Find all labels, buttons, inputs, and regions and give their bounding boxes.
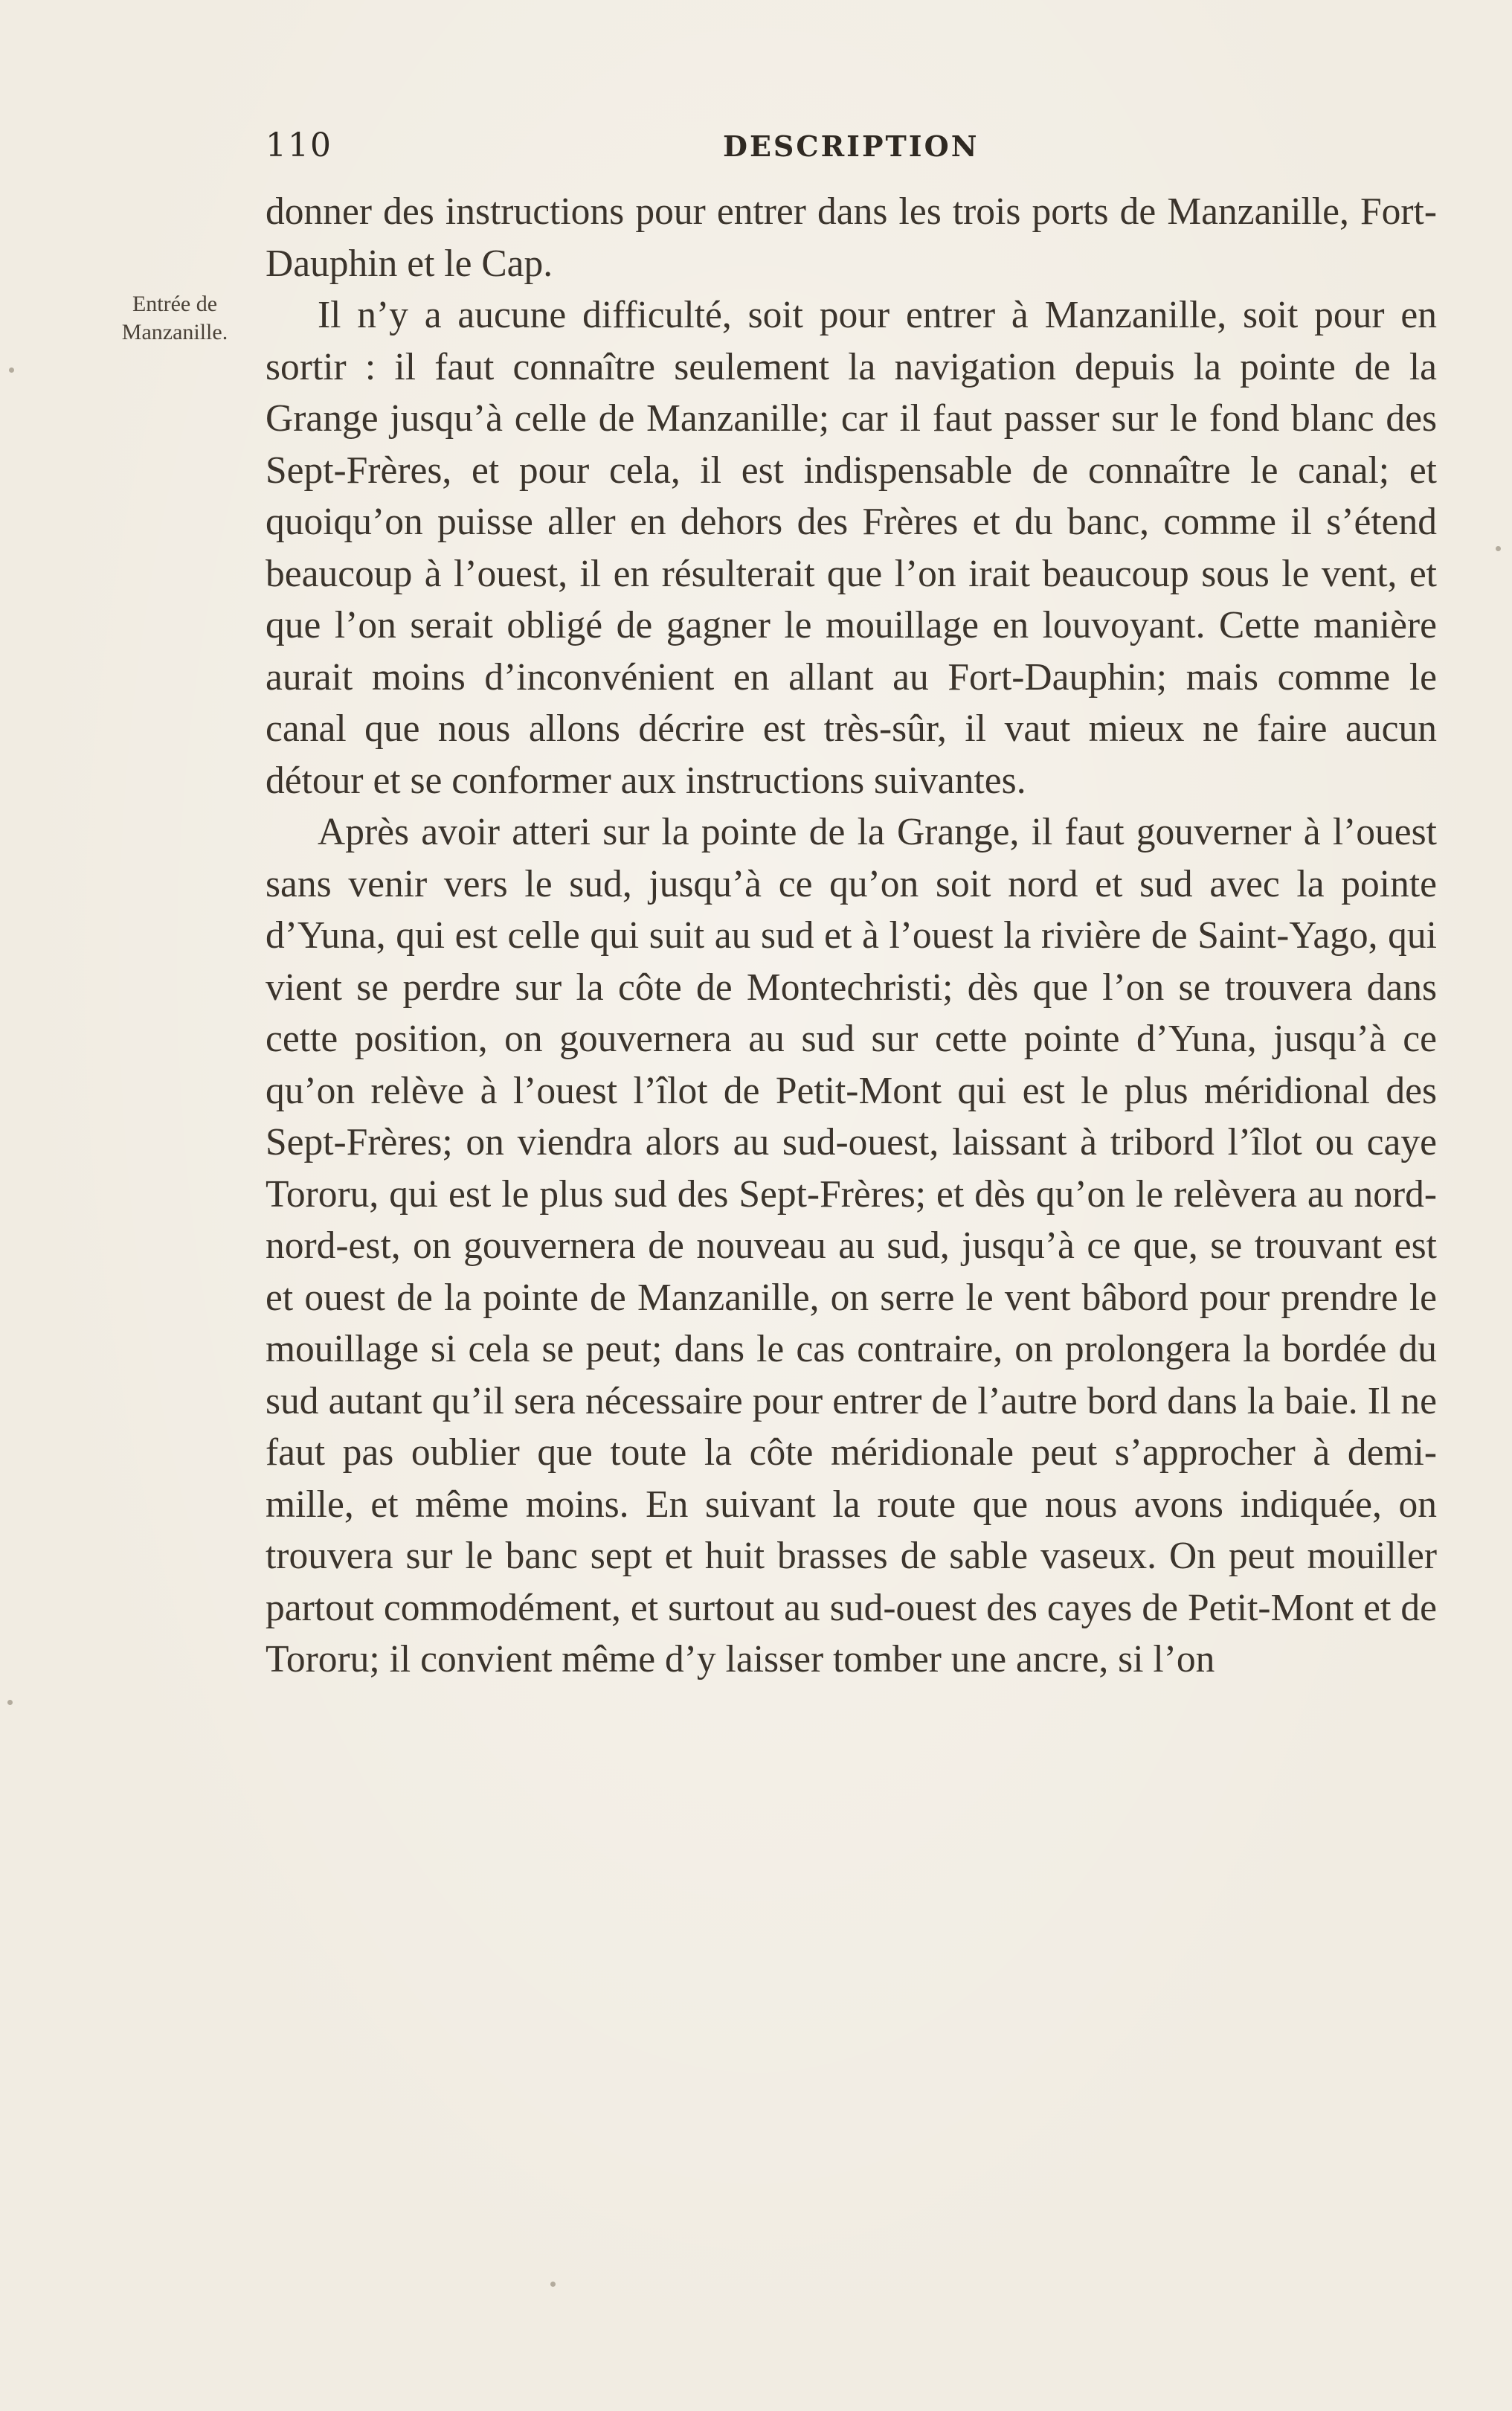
body-text	[266, 186, 1437, 1686]
paper-speck	[1496, 546, 1501, 551]
running-head: DESCRIPTION	[723, 129, 979, 163]
page-number: 110	[266, 126, 332, 164]
paragraph: donner des instructions pour entrer dans les trois ports de Manzanille, Fort-Dauphin et le Cap.	[266, 190, 1437, 285]
paper-speck	[9, 367, 14, 373]
margin-note-line: Manzanille.	[121, 320, 228, 344]
margin-note	[89, 290, 260, 347]
margin-note-line: Entrée de	[132, 292, 218, 316]
paragraph: Après avoir atteri sur la pointe de la Grange, il faut gouverner à l’ouest sans venir vers le sud, jusqu’à ce qu’on soit nord et sud avec la pointe d’Yuna, qui est celle qui suit au sud et à l’ouest la rivière de Saint-Yago, qui vient se perdre sur la côte de Montechristi; dès que l’on se trouvera dans cette position, on gouvernera au sud sur cette pointe d’Yuna, jusqu’à ce qu’on relève à l’ouest l’îlot de Petit-Mont qui est le plus méridional des Sept-Frères; on viendra alors au sud-ouest, laissant à tribord l’îlot ou caye Tororu, qui est le plus sud des Sept-Frères; et dès qu’on le relèvera au nord-nord-est, on gouvernera de nouveau au sud, jusqu’à ce que, se trouvant est et ouest de la pointe de Manzanille, on serre le vent bâbord pour prendre le mouillage si cela se peut; dans le cas contraire, on prolongera la bordée du sud autant qu’il sera nécessaire pour entrer de l’autre bord dans la baie. Il ne faut pas oublier que toute la côte méridionale peut s’approcher à demi-mille, et même moins. En suivant la route que nous avons indiquée, on trouvera sur le banc sept et huit brasses de sable vaseux. On peut mouiller partout commodément, et surtout au sud-ouest des cayes de Petit-Mont et de Tororu; il convient même d’y laisser tomber une ancre, si l’on	[266, 811, 1437, 1680]
paragraph: Il n’y a aucune difficulté, soit pour entrer à Manzanille, soit pour en sortir : il faut connaître seulement la navigation depuis la pointe de la Grange jusqu’à celle de Manzanille; car il faut passer sur le fond blanc des Sept-Frères, et pour cela, il est indispensable de connaître le canal; et quoiqu’on puisse aller en dehors des Frères et du banc, comme il s’étend beaucoup à l’ouest, il en résulterait que l’on irait beaucoup sous le vent, et que l’on serait obligé de gagner le mouillage en louvoyant. Cette manière aurait moins d’inconvénient en allant au Fort-Dauphin; mais comme le canal que nous allons décrire est très-sûr, il vaut mieux ne faire aucun détour et se conformer aux instructions suivantes.	[266, 294, 1437, 802]
paper-speck	[550, 2282, 556, 2287]
paper-speck	[7, 1700, 13, 1705]
page-header	[266, 126, 1437, 171]
